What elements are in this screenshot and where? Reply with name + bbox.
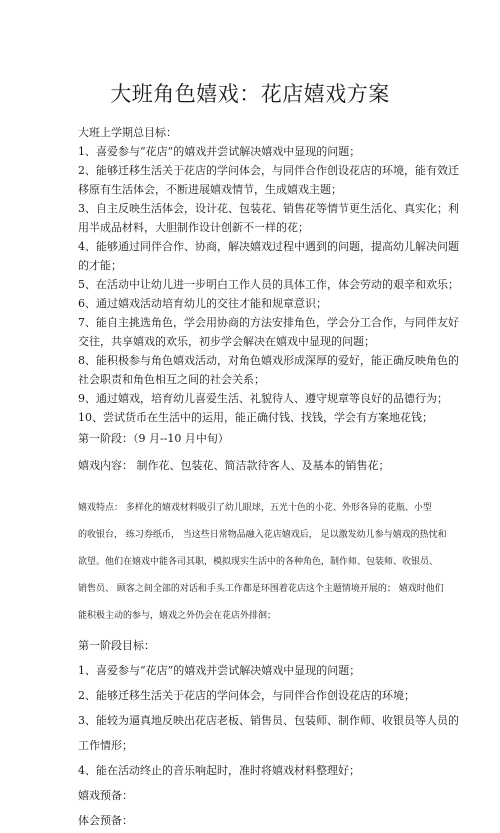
feature-line: 欲望。他们在嬉戏中能各司其职，模拟现实生活中的各种角色，制作师、包装师、收银员、	[78, 557, 439, 567]
stage1-goal-line: 3、能较为逼真地反映出花店老板、销售员、包装师、制作师、收银员等人员的	[78, 714, 459, 727]
stage1-goal-line: 1、喜爱参与“花店”的嬉戏并尝试解决嬉戏中显现的问题；	[78, 664, 361, 677]
page-title: 大班角色嬉戏：花店嬉戏方案	[110, 82, 390, 106]
goal-line: 2、能够迁移生活关于花店的学问体会，与同伴合作创设花店的环境，能有效迁	[78, 164, 459, 177]
experience-preparation-heading: 体会预备：	[78, 814, 133, 827]
goal-line: 8、能积极参与角色嬉戏活动，对角色嬉戏形成深厚的爱好，能正确反映角色的	[78, 354, 459, 367]
goal-line: 1、喜爱参与“花店”的嬉戏并尝试解决嬉戏中显现的问题；	[78, 145, 361, 158]
goal-line: 用半成品材料，大胆制作设计创新不一样的花；	[78, 221, 309, 234]
goal-line: 的才能；	[78, 259, 122, 272]
stage1-goal-line: 2、能够迁移生活关于花店的学问体会，与同伴合作创设花店的环境；	[78, 689, 415, 702]
goal-line: 7、能自主挑选角色，学会用协商的方法安排角色，学会分工合作，与同伴友好	[78, 316, 459, 329]
goal-line: 10、尝试货币在生活中的运用，能正确付钱、找钱，学会有方案地花钱；	[78, 411, 433, 424]
goal-line: 交往，共享嬉戏的欢乐，初步学会解决在嬉戏中显现的问题；	[78, 335, 375, 348]
goals-heading: 大班上学期总目标：	[78, 126, 177, 139]
document-body	[78, 123, 459, 833]
game-content: 嬉戏内容： 制作花、包装花、简洁款待客人、及基本的销售花；	[78, 459, 390, 472]
goal-line: 4、能够通过同伴合作、协商，解决嬉戏过程中遇到的问题，提高幼儿解决问题	[78, 240, 459, 253]
goal-line: 社会职责和角色相互之间的社会关系；	[78, 373, 265, 386]
goals-list	[78, 142, 459, 427]
game-preparation-heading: 嬉戏预备：	[78, 789, 133, 802]
goal-line: 9、通过嬉戏，培育幼儿喜爱生活、礼貌待人、遵守规章等良好的品德行为；	[78, 392, 448, 405]
stage1-goals-list	[78, 658, 459, 783]
feature-line: 销售员、 顾客之间全部的对话和手头工作都是环围着花店这个主题情境开展的； 嬉戏时他们	[78, 584, 444, 594]
stage1-goal-line: 4、能在活动终止的音乐响起时，准时将嬉戏材料整理好；	[78, 764, 360, 777]
stage1-goal-line: 工作情形；	[78, 739, 133, 752]
feature-line: 的收银台， 练习券纸币， 当这些日常物品融入花店嬉戏后， 足以激发幼儿参与嬉戏的热忱和	[78, 530, 447, 540]
feature-line: 能积极主动的参与，嬉戏之外仍会在花店外排徊；	[78, 611, 277, 621]
stage1-heading: 第一阶段：（9 月--10 月中旬）	[78, 432, 229, 445]
stage1-goals-heading: 第一阶段目标：	[78, 639, 155, 652]
goal-line: 3、自主反映生活体会，设计花、包装花、销售花等情节更生活化、真实化；利	[78, 202, 459, 215]
game-features	[78, 495, 447, 630]
feature-line: 嬉戏特点： 多样化的嬉戏材料吸引了幼儿眼球，五光十色的小花、外形各异的花瓶、小型	[78, 503, 432, 513]
goal-line: 6、通过嬉戏活动培育幼儿的交往才能和规章意识；	[78, 297, 327, 310]
goal-line: 移原有生活体会，不断进展嬉戏情节，生成嬉戏主题；	[78, 183, 342, 196]
goal-line: 5、在活动中让幼儿进一步明白工作人员的具体工作，体会劳动的艰辛和欢乐；	[78, 278, 459, 291]
